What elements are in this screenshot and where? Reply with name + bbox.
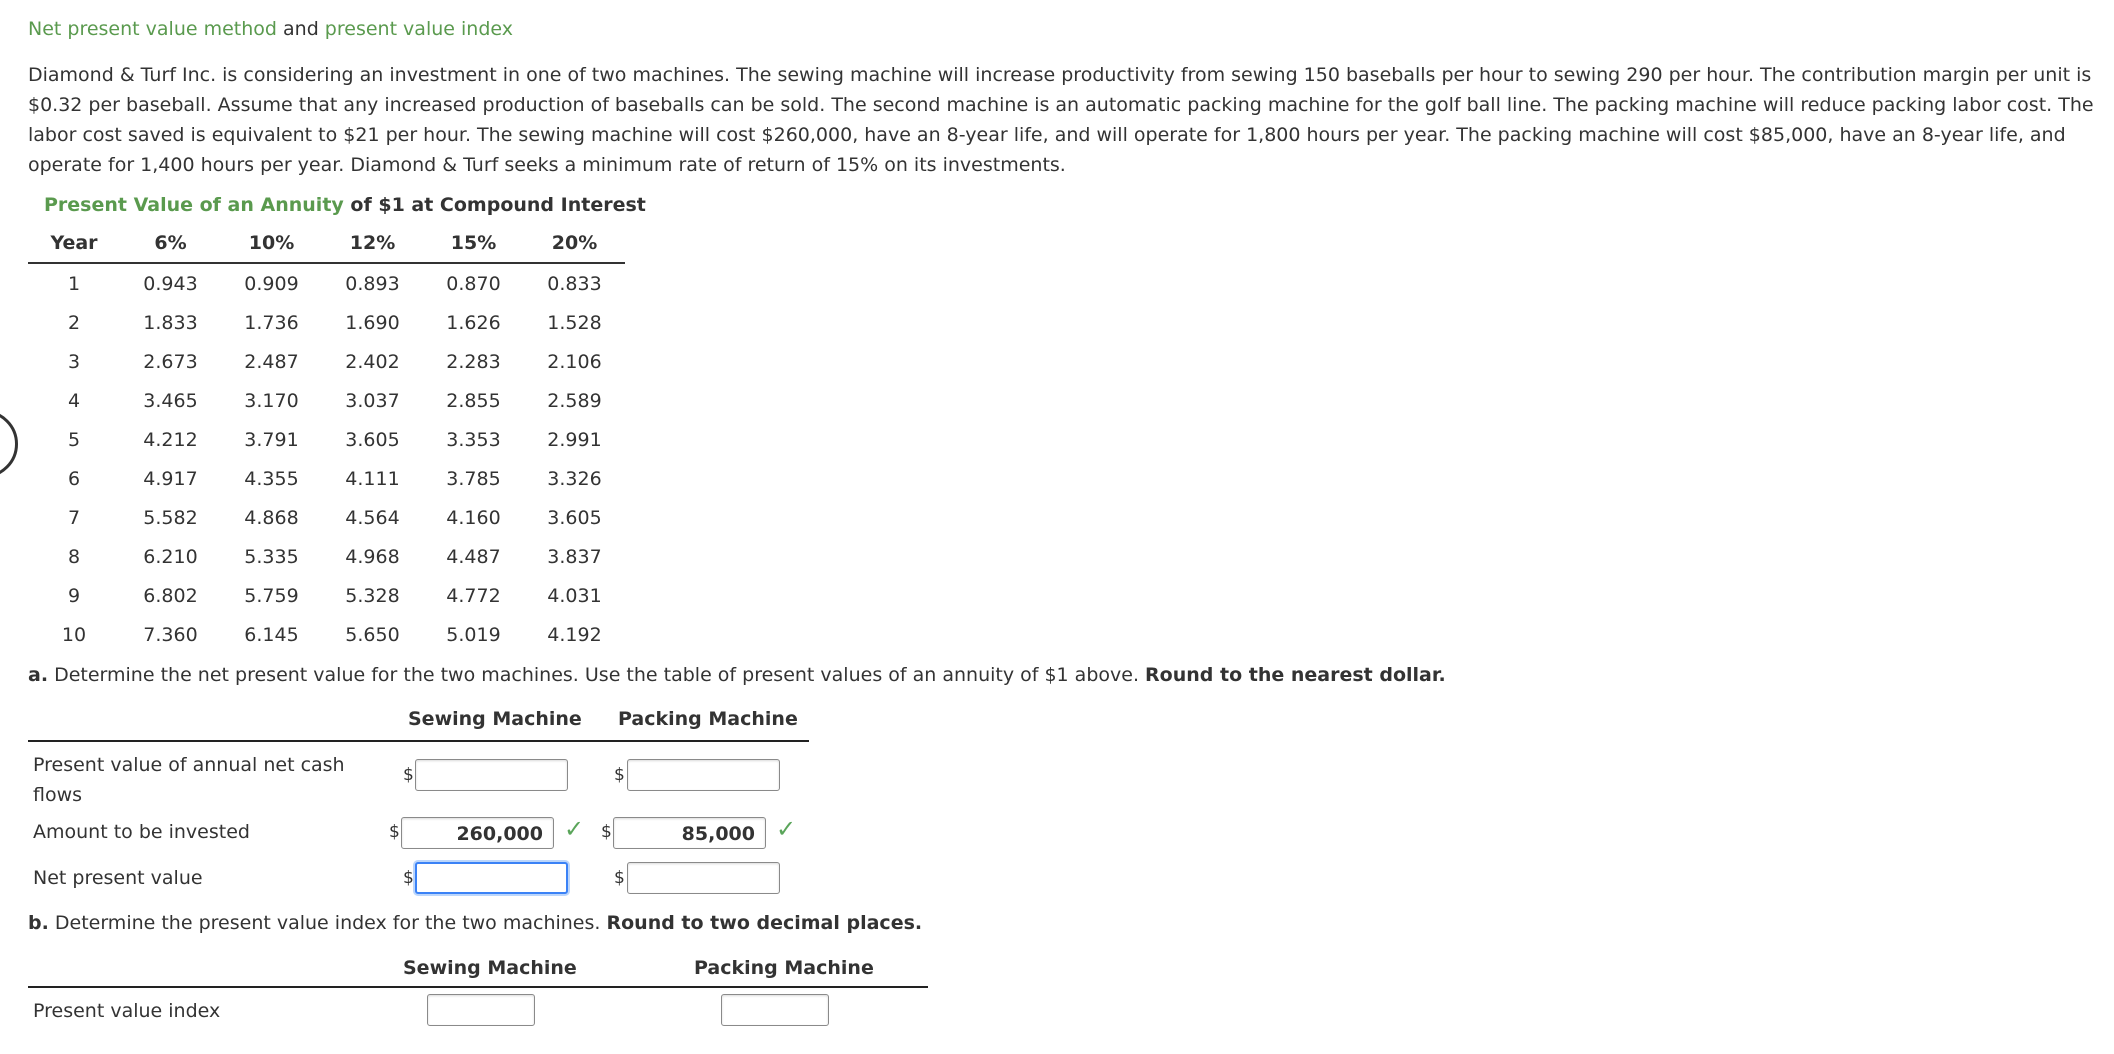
pv-factor-cell: 3.326 [547, 467, 602, 490]
table-b-header-rule [28, 986, 928, 988]
question-b [28, 912, 922, 934]
row-label-pv-line1: Present value of annual net cash [33, 754, 345, 776]
pv-factor-cell: 3.037 [345, 389, 400, 412]
packing-invested-input[interactable]: 85,000 [613, 817, 766, 849]
pv-year-cell: 4 [67, 389, 81, 412]
pv-factor-cell: 1.833 [143, 311, 198, 334]
npv-method-link[interactable]: Net present value method [28, 18, 277, 40]
pv-factor-cell: 2.991 [547, 428, 602, 451]
col-header-packing: Packing Machine [694, 957, 874, 979]
question-a [28, 664, 1446, 686]
pv-factor-cell: 0.943 [143, 272, 198, 295]
pv-factor-cell: 5.650 [345, 623, 400, 646]
pv-table-row [28, 381, 625, 420]
pv-factor-cell: 6.802 [143, 584, 198, 607]
pv-year-cell: 10 [61, 623, 87, 646]
packing-npv-input[interactable] [627, 862, 780, 894]
pv-factor-cell: 4.160 [446, 506, 501, 529]
col-header-sewing: Sewing Machine [403, 957, 577, 979]
pv-annuity-link[interactable]: Present Value of an Annuity [44, 194, 344, 216]
pv-year-cell: 2 [67, 311, 81, 334]
currency-sign: $ [614, 765, 625, 785]
pv-year-cell: 5 [67, 428, 81, 451]
pv-factor-cell: 2.589 [547, 389, 602, 412]
pv-year-cell: 6 [67, 467, 81, 490]
pv-factor-cell: 1.690 [345, 311, 400, 334]
pv-table-header-row [28, 224, 625, 263]
header-rate: 15% [423, 224, 524, 263]
pv-factor-cell: 3.605 [345, 428, 400, 451]
currency-sign: $ [403, 765, 414, 785]
sewing-invested-input[interactable]: 260,000 [401, 817, 554, 849]
pv-factor-cell: 4.564 [345, 506, 400, 529]
pv-factor-cell: 1.528 [547, 311, 602, 334]
pv-factor-cell: 5.582 [143, 506, 198, 529]
pv-table-caption [44, 194, 646, 216]
page-title [28, 18, 513, 40]
pv-table-row [28, 498, 625, 537]
pv-factor-cell: 4.968 [345, 545, 400, 568]
pv-year-cell: 1 [67, 272, 81, 295]
pv-factor-cell: 2.673 [143, 350, 198, 373]
pv-factor-cell: 4.111 [345, 467, 400, 490]
pv-factor-cell: 7.360 [143, 623, 198, 646]
row-label-amount-invested: Amount to be invested [33, 821, 250, 843]
question-b-instruction: Round to two decimal places. [606, 912, 923, 934]
pv-index-link[interactable]: present value index [324, 18, 513, 40]
col-header-sewing: Sewing Machine [408, 708, 582, 730]
pv-factor-cell: 2.855 [446, 389, 501, 412]
pv-year-cell: 8 [67, 545, 81, 568]
pv-annuity-table [28, 224, 625, 654]
pv-factor-cell: 4.212 [143, 428, 198, 451]
currency-sign: $ [389, 822, 400, 842]
table-a-header-rule [28, 740, 809, 742]
pv-factor-cell: 0.893 [345, 272, 400, 295]
packing-pv-index-input[interactable] [721, 994, 829, 1026]
sewing-npv-input[interactable] [415, 862, 568, 894]
partial-circle-decoration [0, 410, 18, 478]
correct-check-icon: ✓ [776, 815, 797, 843]
pv-factor-cell: 0.833 [547, 272, 602, 295]
pv-factor-cell: 6.145 [244, 623, 299, 646]
pv-table-row [28, 303, 625, 342]
question-a-text: Determine the net present value for the two machines. Use the table of present values of an annuity of $1 above. [48, 664, 1146, 686]
pv-factor-cell: 3.791 [244, 428, 299, 451]
pv-table-row [28, 537, 625, 576]
pv-year-cell: 3 [67, 350, 81, 373]
pv-factor-cell: 3.785 [446, 467, 501, 490]
pv-factor-cell: 1.626 [446, 311, 501, 334]
pv-factor-cell: 2.487 [244, 350, 299, 373]
header-rate: 20% [524, 224, 625, 263]
pv-factor-cell: 0.909 [244, 272, 299, 295]
pv-factor-cell: 6.210 [143, 545, 198, 568]
pv-factor-cell: 5.335 [244, 545, 299, 568]
header-rate: 10% [221, 224, 322, 263]
pv-table-row [28, 576, 625, 615]
correct-check-icon: ✓ [564, 815, 585, 843]
pv-factor-cell: 2.402 [345, 350, 400, 373]
pv-table-row [28, 263, 625, 303]
pv-factor-cell: 1.736 [244, 311, 299, 334]
pv-table-row [28, 615, 625, 654]
pv-factor-cell: 3.170 [244, 389, 299, 412]
pv-factor-cell: 5.328 [345, 584, 400, 607]
question-b-letter: b. [28, 912, 49, 934]
row-label-npv: Net present value [33, 867, 203, 889]
row-label-pv-line2: flows [33, 784, 83, 806]
row-label-pv-index: Present value index [33, 1000, 221, 1022]
pv-caption-rest: of $1 at Compound Interest [343, 194, 646, 216]
pv-factor-cell: 4.192 [547, 623, 602, 646]
row-label-pv-cash-flows [33, 750, 345, 810]
pv-factor-cell: 3.605 [547, 506, 602, 529]
pv-factor-cell: 2.283 [446, 350, 501, 373]
question-a-instruction: Round to the nearest dollar. [1145, 664, 1446, 686]
header-rate: 6% [120, 224, 221, 263]
pv-table-row [28, 459, 625, 498]
problem-description: Diamond & Turf Inc. is considering an investment in one of two machines. The sewing machine will increase productivity from sewing 150 baseballs per hour to sewing 290 per hour. The contribution margin per unit is $0.32 per baseball. Assume that any increased production of baseballs can be sold. The second machine is an automatic packing machine for the golf ball line. The packing machine will reduce packing labor cost. The labor cost saved is equivalent to $21 per hour. The sewing machine will cost $260,000, have an 8-year life, and will operate for 1,800 hours per year. The packing machine will cost $85,000, have an 8-year life, and operate for 1,400 hours per year. Diamond & Turf seeks a minimum rate of return of 15% on its investments. [28, 64, 2094, 176]
pv-factor-cell: 3.837 [547, 545, 602, 568]
currency-sign: $ [601, 822, 612, 842]
pv-year-cell: 9 [67, 584, 81, 607]
pv-factor-cell: 4.917 [143, 467, 198, 490]
pv-table-row [28, 420, 625, 459]
pv-factor-cell: 3.353 [446, 428, 501, 451]
packing-pv-input[interactable] [627, 759, 780, 791]
pv-factor-cell: 5.019 [446, 623, 501, 646]
sewing-pv-input[interactable] [415, 759, 568, 791]
pv-year-cell: 7 [67, 506, 81, 529]
pv-table-row [28, 342, 625, 381]
pv-factor-cell: 5.759 [244, 584, 299, 607]
question-b-text: Determine the present value index for the two machines. [48, 912, 607, 934]
currency-sign: $ [403, 868, 414, 888]
header-year: Year [28, 224, 120, 263]
pv-factor-cell: 4.868 [244, 506, 299, 529]
currency-sign: $ [614, 868, 625, 888]
pv-factor-cell: 3.465 [143, 389, 198, 412]
pv-factor-cell: 0.870 [446, 272, 501, 295]
col-header-packing: Packing Machine [618, 708, 798, 730]
sewing-pv-index-input[interactable] [427, 994, 535, 1026]
pv-factor-cell: 4.031 [547, 584, 602, 607]
pv-factor-cell: 4.772 [446, 584, 501, 607]
pv-factor-cell: 2.106 [547, 350, 602, 373]
pv-factor-cell: 4.355 [244, 467, 299, 490]
header-rate: 12% [322, 224, 423, 263]
pv-factor-cell: 4.487 [446, 545, 501, 568]
title-and: and [276, 18, 325, 40]
question-a-letter: a. [28, 664, 49, 686]
